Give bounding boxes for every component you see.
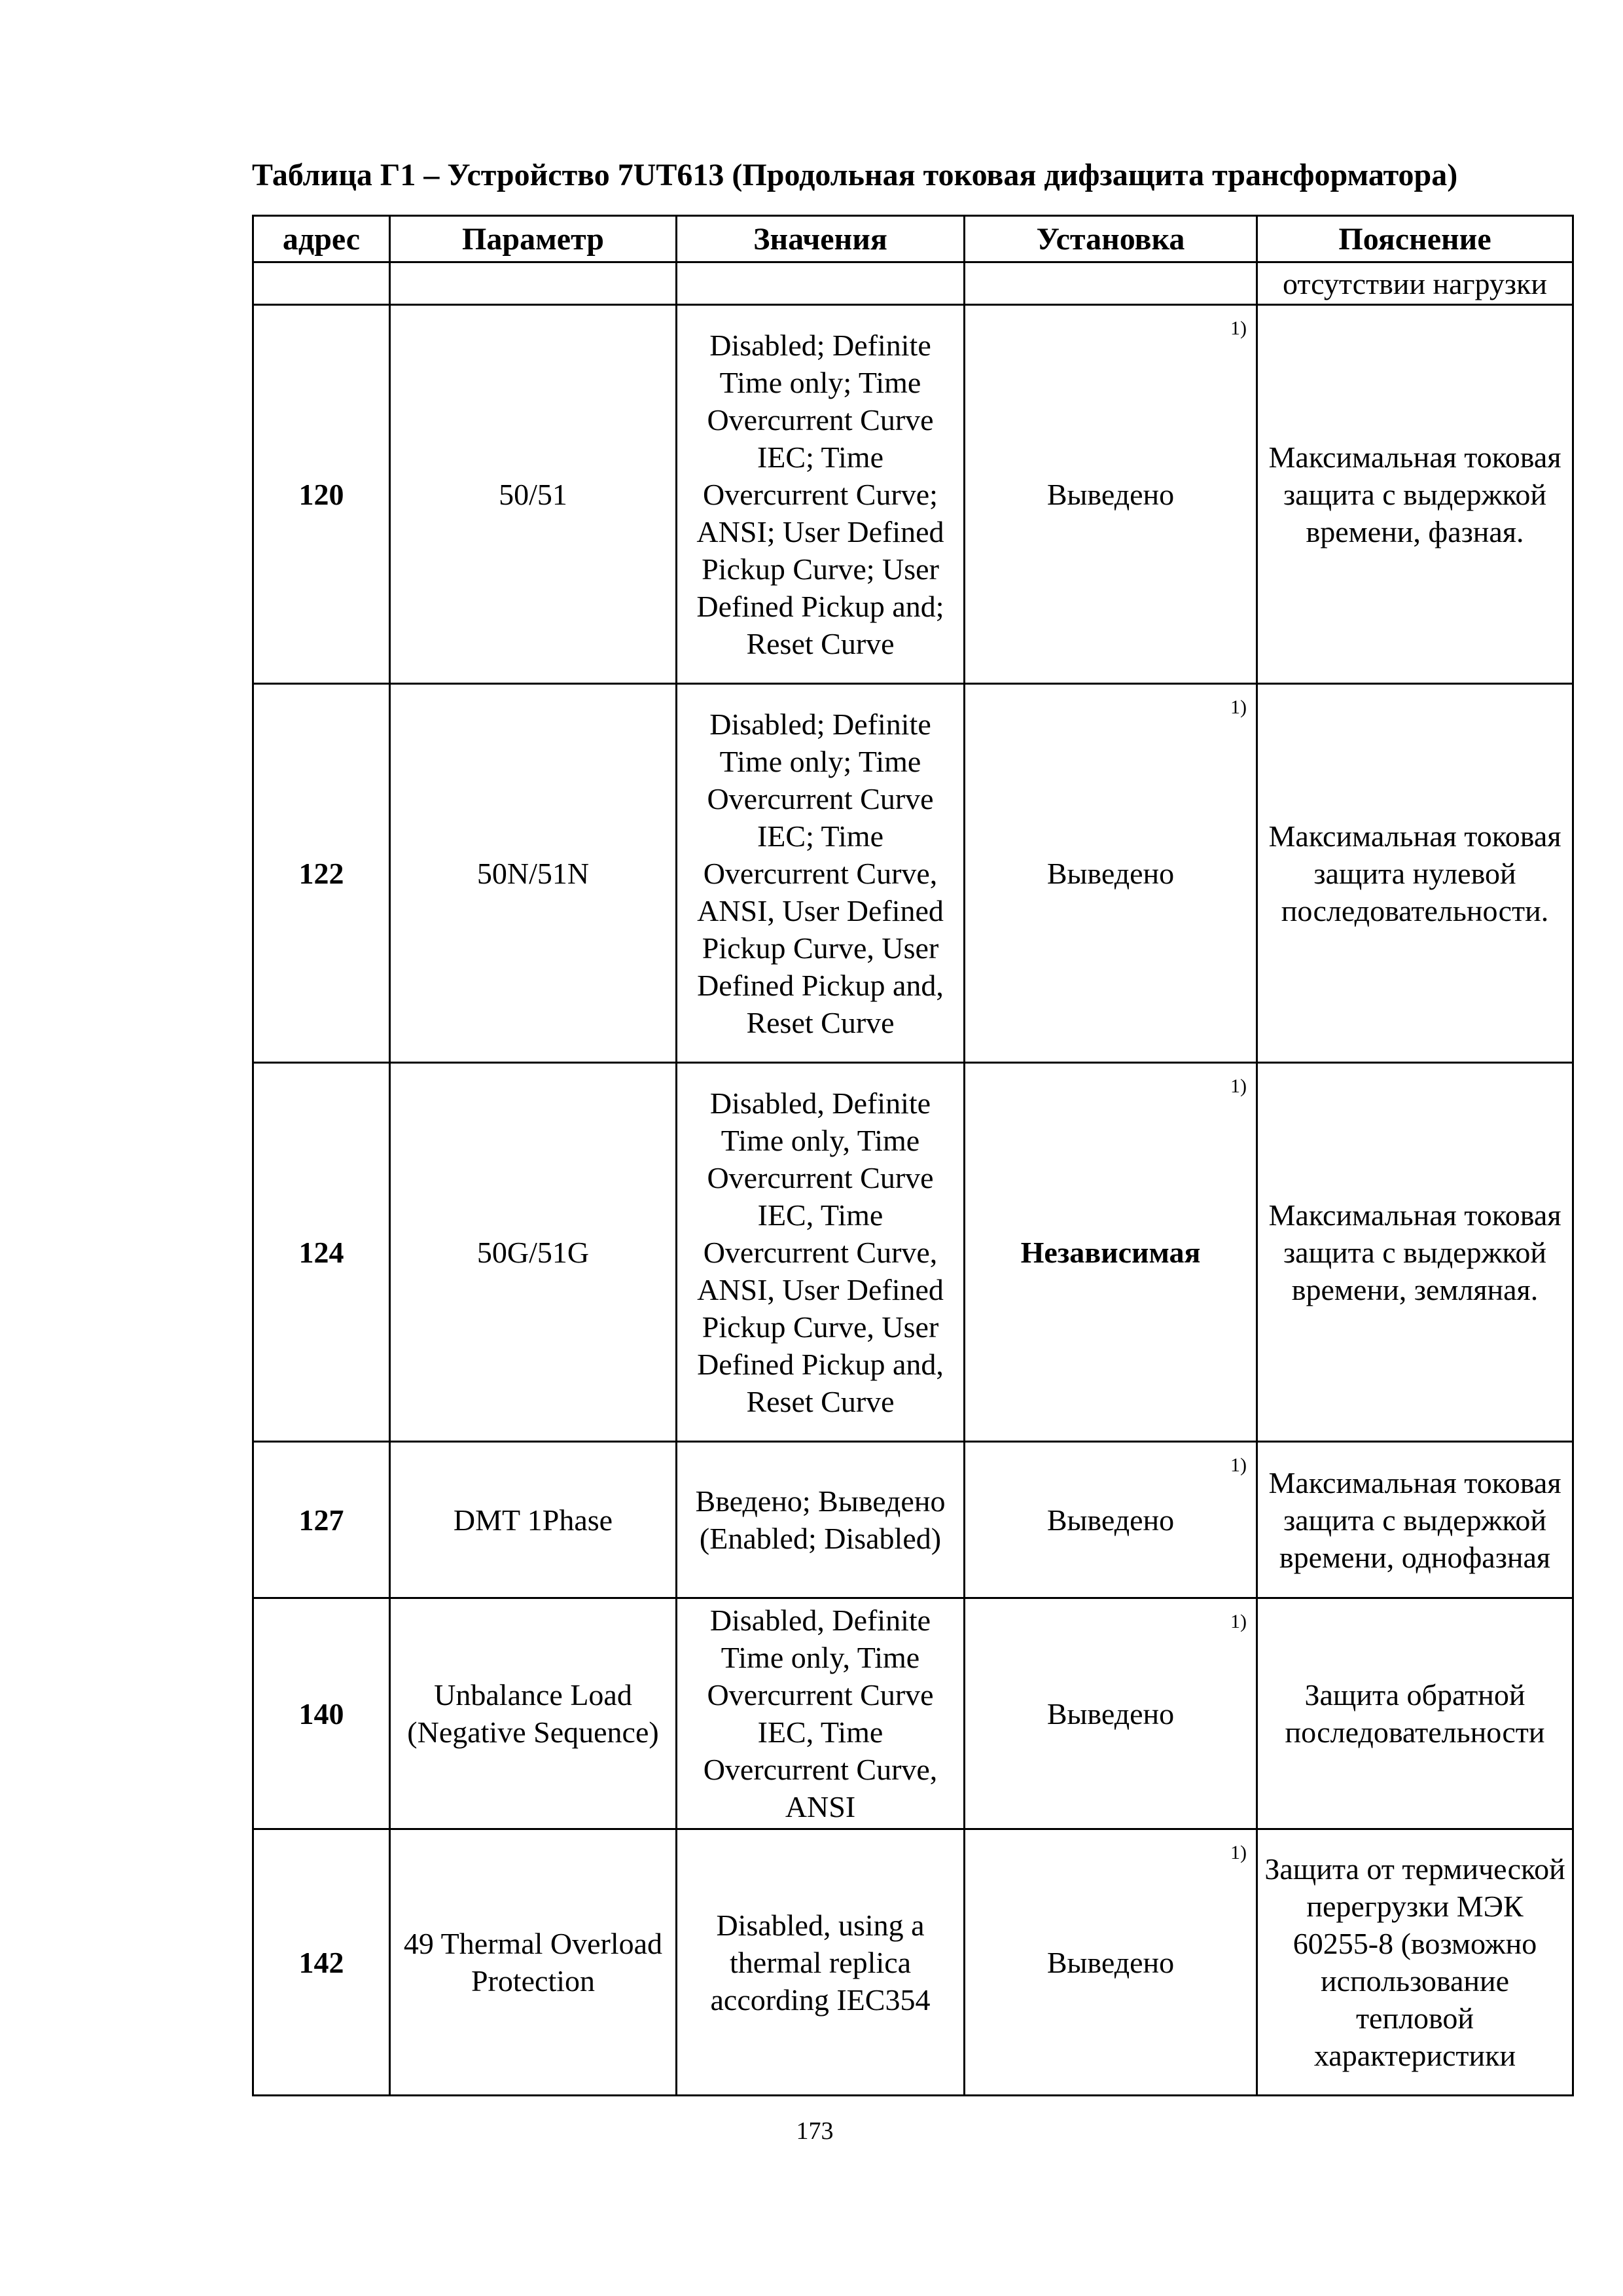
cell-empty xyxy=(390,262,677,305)
table-row xyxy=(253,1063,1573,1442)
setting-value: Независимая xyxy=(1020,1235,1201,1269)
cell-explanation: Максимальная токовая защита с выдержкой времени, земляная. xyxy=(1257,1063,1573,1442)
header-parameter: Параметр xyxy=(390,216,677,262)
footnote-marker: 1) xyxy=(1230,1842,1247,1863)
cell-setting xyxy=(965,305,1257,684)
cell-address: 127 xyxy=(253,1442,390,1598)
cell-explanation: отсутствии нагрузки xyxy=(1257,262,1573,305)
table-row xyxy=(253,1829,1573,2096)
table-caption: Таблица Г1 – Устройство 7UT613 (Продольная токовая дифзащита трансформатора) xyxy=(252,158,1458,192)
table-row xyxy=(253,1598,1573,1829)
cell-setting xyxy=(965,684,1257,1063)
footnote-marker: 1) xyxy=(1230,317,1247,339)
page-number: 173 xyxy=(796,2117,834,2145)
cell-parameter: 49 Thermal Overload Protection xyxy=(390,1829,677,2096)
cell-values: Disabled; Definite Time only; Time Overcurrent Curve IEC; Time Overcurrent Curve; ANSI; User Defined Pickup Curve; User Defined Pickup and; Reset Curve xyxy=(677,305,965,684)
table-header-row xyxy=(253,216,1573,262)
footnote-marker: 1) xyxy=(1230,696,1247,718)
cell-address: 142 xyxy=(253,1829,390,2096)
cell-explanation: Защита обратной последовательности xyxy=(1257,1598,1573,1829)
header-values: Значения xyxy=(677,216,965,262)
cell-setting xyxy=(965,1442,1257,1598)
setting-value: Выведено xyxy=(1046,477,1175,511)
cell-explanation: Максимальная токовая защита с выдержкой времени, однофазная xyxy=(1257,1442,1573,1598)
setting-value: Выведено xyxy=(1046,856,1175,890)
setting-value: Выведено xyxy=(1046,1945,1175,1979)
cell-parameter: 50N/51N xyxy=(390,684,677,1063)
cell-explanation: Защита от термической перегрузки МЭК 60255-8 (возможно использование тепловой характеристики xyxy=(1257,1829,1573,2096)
cell-setting xyxy=(965,1063,1257,1442)
parameters-table xyxy=(252,215,1574,2096)
cell-address: 122 xyxy=(253,684,390,1063)
cell-address: 120 xyxy=(253,305,390,684)
cell-setting xyxy=(965,1598,1257,1829)
table-row xyxy=(253,1442,1573,1598)
cell-parameter: 50G/51G xyxy=(390,1063,677,1442)
header-setting: Установка xyxy=(965,216,1257,262)
cell-empty xyxy=(677,262,965,305)
footnote-marker: 1) xyxy=(1230,1611,1247,1632)
header-address: адрес xyxy=(253,216,390,262)
cell-address: 124 xyxy=(253,1063,390,1442)
cell-values: Введено; Выведено (Enabled; Disabled) xyxy=(677,1442,965,1598)
table-row xyxy=(253,684,1573,1063)
cell-empty xyxy=(965,262,1257,305)
cell-values: Disabled, Definite Time only, Time Overcurrent Curve IEC, Time Overcurrent Curve, ANSI, User Defined Pickup Curve, User Defined Pickup and, Reset Curve xyxy=(677,1063,965,1442)
cell-setting xyxy=(965,1829,1257,2096)
table-row-continuation xyxy=(253,262,1573,305)
table-row xyxy=(253,305,1573,684)
header-explanation: Пояснение xyxy=(1257,216,1573,262)
cell-explanation: Максимальная токовая защита с выдержкой времени, фазная. xyxy=(1257,305,1573,684)
cell-address: 140 xyxy=(253,1598,390,1829)
setting-value: Выведено xyxy=(1046,1696,1175,1731)
cell-explanation: Максимальная токовая защита нулевой последовательности. xyxy=(1257,684,1573,1063)
cell-parameter: Unbalance Load (Negative Sequence) xyxy=(390,1598,677,1829)
cell-values: Disabled, Definite Time only, Time Overcurrent Curve IEC, Time Overcurrent Curve, ANSI xyxy=(677,1598,965,1829)
footnote-marker: 1) xyxy=(1230,1454,1247,1476)
setting-value: Выведено xyxy=(1046,1503,1175,1537)
cell-parameter: DMT 1Phase xyxy=(390,1442,677,1598)
footnote-marker: 1) xyxy=(1230,1075,1247,1097)
cell-values: Disabled, using a thermal replica according IEC354 xyxy=(677,1829,965,2096)
cell-parameter: 50/51 xyxy=(390,305,677,684)
cell-values: Disabled; Definite Time only; Time Overcurrent Curve IEC; Time Overcurrent Curve, ANSI, User Defined Pickup Curve, User Defined Pickup and, Reset Curve xyxy=(677,684,965,1063)
cell-empty xyxy=(253,262,390,305)
